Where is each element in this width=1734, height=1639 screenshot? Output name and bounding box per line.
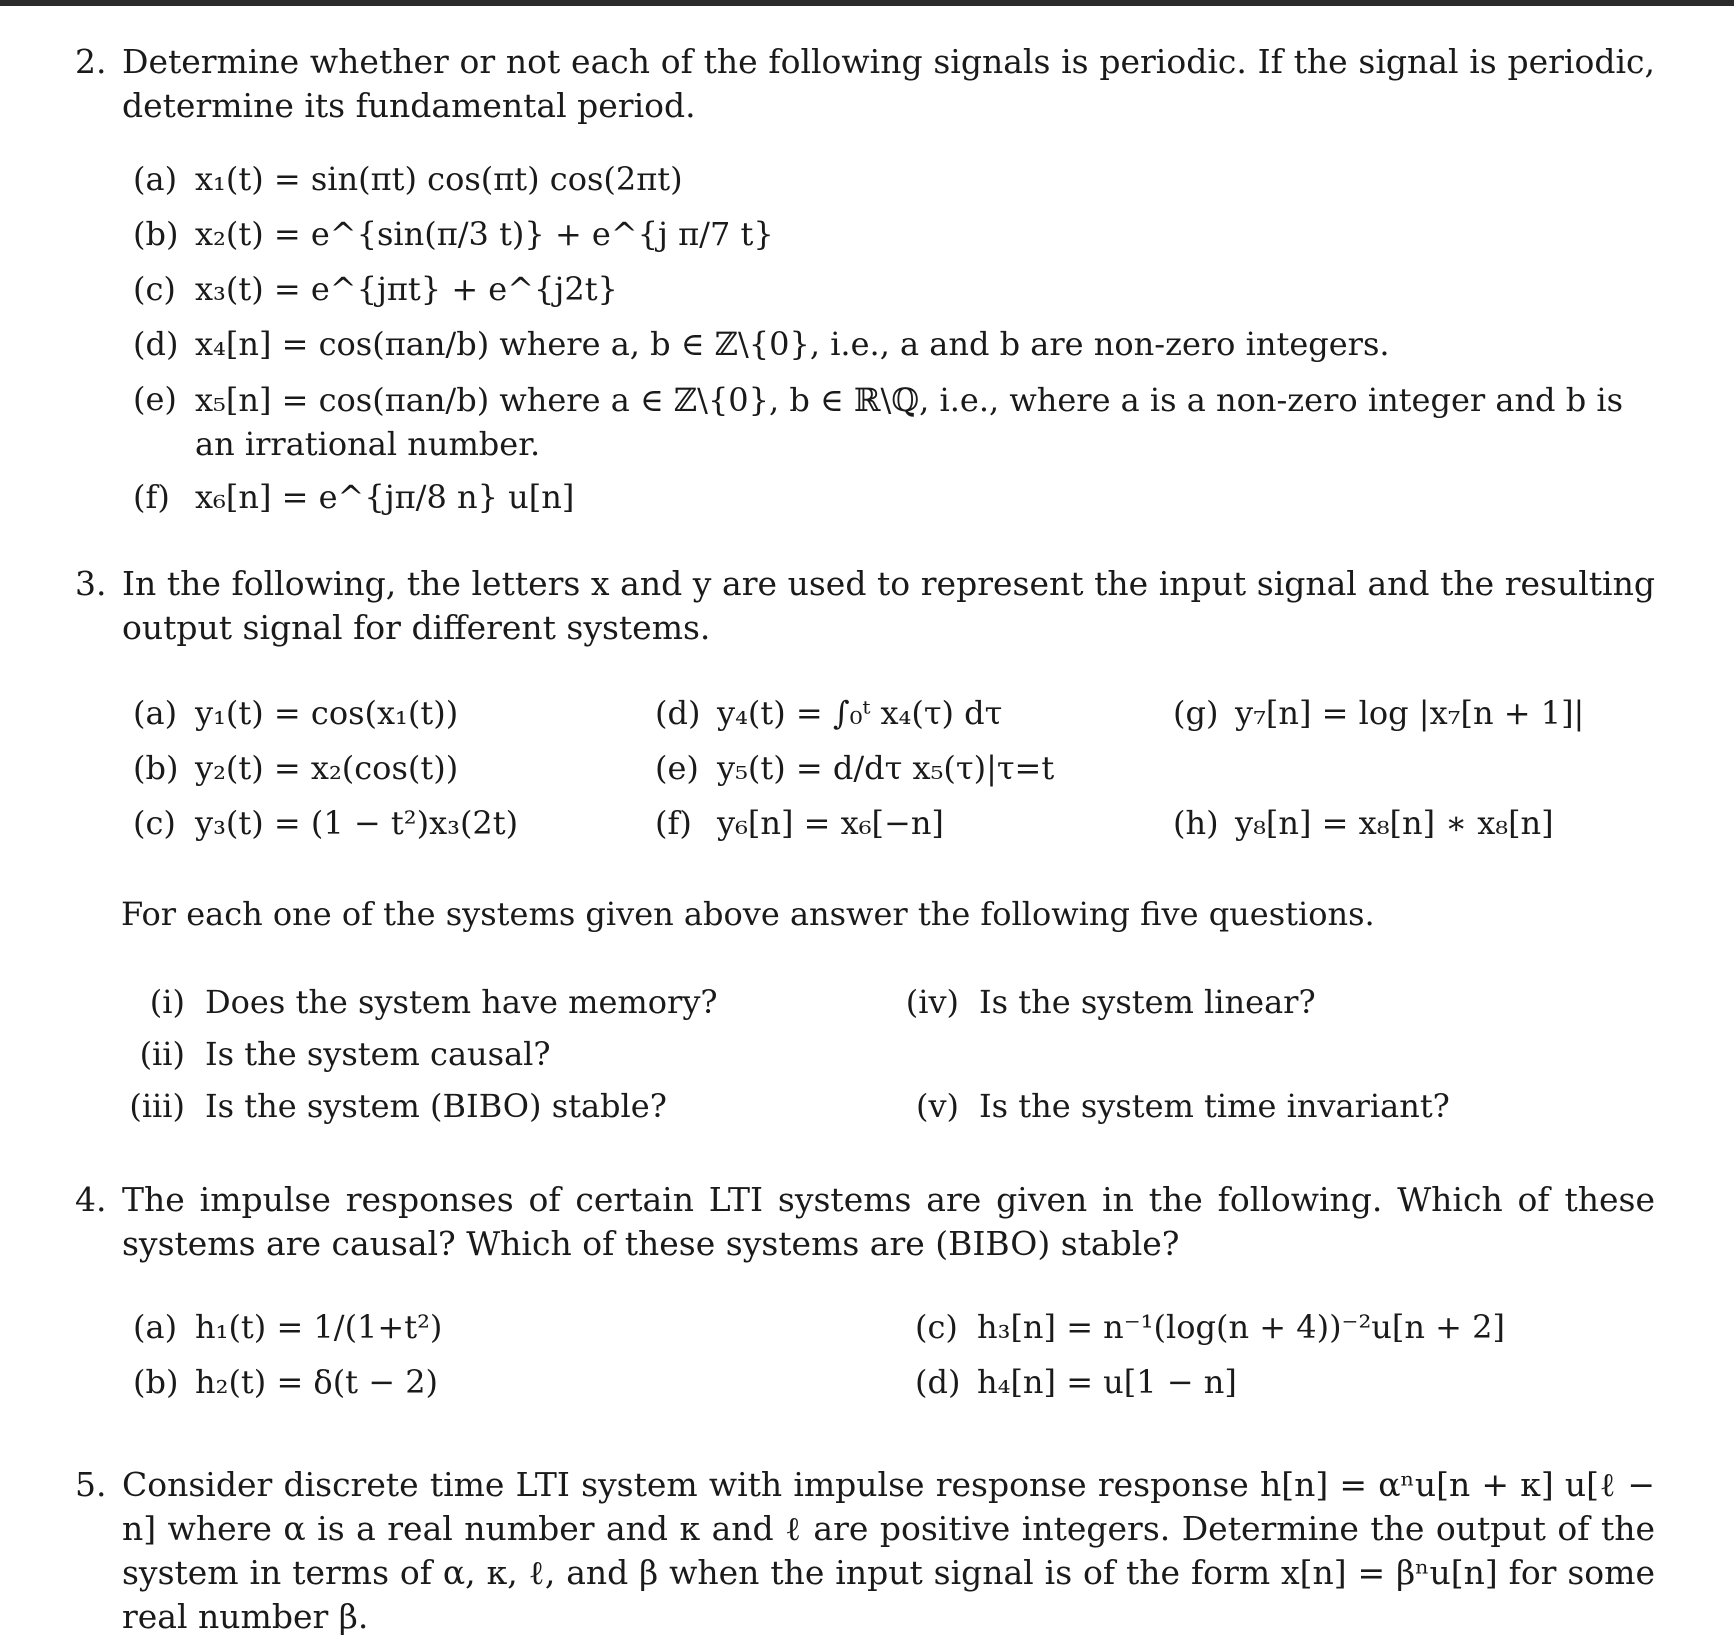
sub-question bbox=[887, 976, 1450, 1028]
sub-question bbox=[887, 1080, 1450, 1132]
impulse-item bbox=[133, 1355, 442, 1410]
sub-question-text: Is the system (BIBO) stable? bbox=[205, 1087, 667, 1125]
system-item bbox=[133, 686, 518, 741]
q3-instruction: For each one of the systems given above answer the following five questions. bbox=[121, 895, 1375, 933]
item-label: (a) bbox=[133, 160, 178, 198]
item-expression: h₂(t) = δ(t − 2) bbox=[195, 1363, 439, 1401]
system-item bbox=[1173, 686, 1584, 741]
sub-question-text: Is the system linear? bbox=[979, 983, 1316, 1021]
q2-item bbox=[133, 372, 1655, 466]
question-number: 4. bbox=[75, 1180, 107, 1219]
item-label: (a) bbox=[133, 1308, 178, 1346]
item-expression: x₃(t) = e^{jπt} + e^{j2t} bbox=[195, 270, 618, 308]
q3-systems-col3 bbox=[1173, 686, 1584, 851]
q2-items bbox=[133, 152, 1655, 525]
item-label: (b) bbox=[133, 1363, 179, 1401]
q3-questions-col1 bbox=[113, 976, 718, 1132]
sub-question bbox=[113, 1028, 718, 1080]
item-expression: y₄(t) = ∫₀ᵗ x₄(τ) dτ bbox=[717, 694, 1003, 732]
item-label: (b) bbox=[133, 749, 179, 787]
question-5 bbox=[75, 1463, 1655, 1639]
item-expression: y₆[n] = x₆[−n] bbox=[717, 804, 944, 842]
item-label: (d) bbox=[655, 694, 701, 732]
sub-question-label: (i) bbox=[149, 983, 185, 1021]
item-expression: y₃(t) = (1 − t²)x₃(2t) bbox=[195, 804, 519, 842]
q2-item bbox=[133, 207, 1655, 262]
impulse-item bbox=[915, 1300, 1505, 1355]
item-label: (f) bbox=[655, 804, 692, 842]
question-number: 3. bbox=[75, 564, 107, 603]
system-item bbox=[655, 686, 1054, 741]
system-item bbox=[133, 741, 518, 796]
question-number: 2. bbox=[75, 42, 107, 81]
item-expression: x₁(t) = sin(πt) cos(πt) cos(2πt) bbox=[195, 160, 683, 198]
question-3 bbox=[75, 562, 1655, 650]
item-label: (d) bbox=[915, 1363, 961, 1401]
item-label: (c) bbox=[133, 804, 176, 842]
q3-questions-col2 bbox=[887, 976, 1450, 1132]
question-2 bbox=[75, 40, 1655, 128]
question-number: 5. bbox=[75, 1465, 107, 1504]
item-expression: h₃[n] = n⁻¹(log(n + 4))⁻²u[n + 2] bbox=[977, 1308, 1505, 1346]
q3-systems-col1 bbox=[133, 686, 518, 851]
item-expression: y₈[n] = x₈[n] ∗ x₈[n] bbox=[1235, 804, 1554, 842]
q2-item bbox=[133, 470, 1655, 525]
question-text: The impulse responses of certain LTI systems are given in the following. Which of these systems are causal? Which of these systems are (BIBO) stable? bbox=[122, 1180, 1655, 1263]
item-label: (e) bbox=[133, 380, 177, 418]
item-expression: h₄[n] = u[1 − n] bbox=[977, 1363, 1237, 1401]
sub-question bbox=[113, 1080, 718, 1132]
item-label: (d) bbox=[133, 325, 179, 363]
item-expression: x₅[n] = cos(πan/b) where a ∈ ℤ\{0}, b ∈ ℝ\ℚ, i.e., where a is a non-zero integer and b is an irrational number. bbox=[195, 381, 1624, 463]
question-text: In the following, the letters x and y are used to represent the input signal and the resulting output signal for different systems. bbox=[122, 564, 1655, 647]
item-expression: x₄[n] = cos(πan/b) where a, b ∈ ℤ\{0}, i.e., a and b are non-zero integers. bbox=[195, 325, 1390, 363]
item-label: (g) bbox=[1173, 694, 1219, 732]
item-expression: y₅(t) = d/dτ x₅(τ)|τ=t bbox=[717, 749, 1055, 787]
item-expression: x₆[n] = e^{jπ/8 n} u[n] bbox=[195, 478, 575, 516]
item-label: (b) bbox=[133, 215, 179, 253]
item-expression: h₁(t) = 1/(1+t²) bbox=[195, 1308, 443, 1346]
top-border bbox=[0, 0, 1734, 6]
sub-question-spacer bbox=[887, 1028, 1450, 1080]
q2-item bbox=[133, 262, 1655, 317]
sub-question-text: Is the system time invariant? bbox=[979, 1087, 1450, 1125]
question-4 bbox=[75, 1178, 1655, 1266]
impulse-item bbox=[133, 1300, 442, 1355]
item-expression: y₁(t) = cos(x₁(t)) bbox=[195, 694, 459, 732]
item-expression: y₂(t) = x₂(cos(t)) bbox=[195, 749, 459, 787]
system-spacer bbox=[1173, 741, 1584, 796]
system-item bbox=[655, 741, 1054, 796]
q3-systems-col2 bbox=[655, 686, 1054, 851]
item-label: (f) bbox=[133, 478, 170, 516]
system-item bbox=[655, 796, 1054, 851]
impulse-item bbox=[915, 1355, 1505, 1410]
q4-items-col1 bbox=[133, 1300, 442, 1410]
item-expression: y₇[n] = log |x₇[n + 1]| bbox=[1235, 694, 1585, 732]
item-label: (e) bbox=[655, 749, 699, 787]
question-text: Consider discrete time LTI system with impulse response response h[n] = αⁿu[n + κ] u[ℓ − n] where α is a real number and κ and ℓ are positive integers. Determine the output of the system in terms of α, κ, ℓ, and β when the input signal is of the form x[n] = βⁿu[n] for some real number β. bbox=[122, 1465, 1655, 1636]
item-label: (c) bbox=[915, 1308, 958, 1346]
q2-item bbox=[133, 317, 1655, 372]
item-label: (h) bbox=[1173, 804, 1219, 842]
sub-question-label: (iv) bbox=[905, 983, 959, 1021]
item-label: (a) bbox=[133, 694, 178, 732]
sub-question-label: (ii) bbox=[139, 1035, 185, 1073]
system-item bbox=[133, 796, 518, 851]
item-expression: x₂(t) = e^{sin(π/3 t)} + e^{j π/7 t} bbox=[195, 215, 774, 253]
system-item bbox=[1173, 796, 1584, 851]
sub-question-text: Does the system have memory? bbox=[205, 983, 718, 1021]
question-text: Determine whether or not each of the following signals is periodic. If the signal is periodic, determine its fundamental period. bbox=[122, 42, 1655, 125]
sub-question-label: (iii) bbox=[129, 1087, 185, 1125]
q4-items-col2 bbox=[915, 1300, 1505, 1410]
sub-question-text: Is the system causal? bbox=[205, 1035, 551, 1073]
q2-item bbox=[133, 152, 1655, 207]
item-label: (c) bbox=[133, 270, 176, 308]
sub-question bbox=[113, 976, 718, 1028]
sub-question-label: (v) bbox=[915, 1087, 959, 1125]
